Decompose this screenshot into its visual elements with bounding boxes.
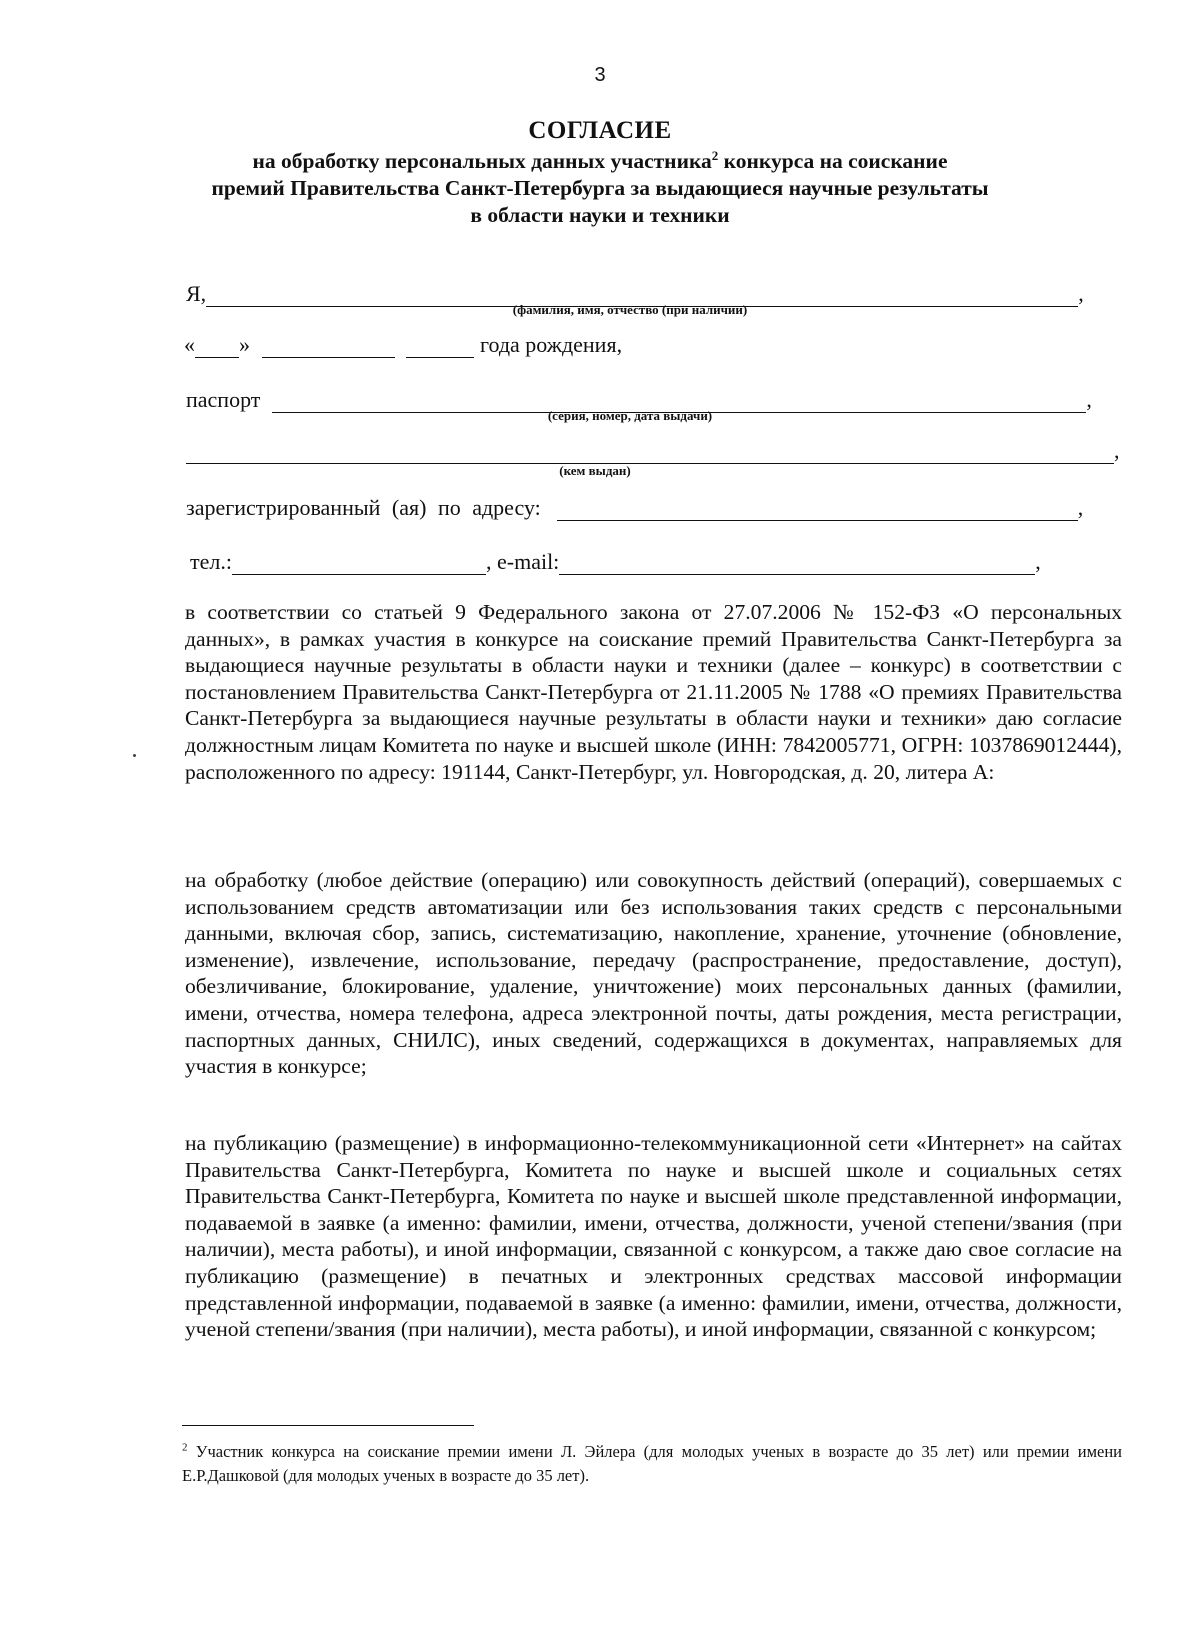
address-label: зарегистрированный (ая) по адресу: (186, 495, 541, 520)
paragraph-processing-consent: на обработку (любое действие (операцию) или совокупность действий (операций), совершаемых с использованием средств автоматизации или без использования таких средств с персональными данными, включая сбор, запись, систематизацию, накопление, хранение, уточнение (обновление, изменение), извлечение, использование, передачу (распространение, предоставление, доступ), обезличивание, блокирование, удаление, уничтожение) моих персональных данных (фамилии, имени, отчества, номера телефона, адреса электронной почты, даты рождения, места регистрации, паспортных данных, СНИЛС), иных сведений, содержащихся в документах, направляемых для участия в конкурсе; (185, 868, 1122, 1079)
comma: , (1078, 281, 1084, 306)
contacts-row (190, 549, 1041, 575)
comma: , (1086, 387, 1092, 412)
footnote-separator (182, 1425, 474, 1426)
document-title: СОГЛАСИЕ (528, 117, 672, 144)
document-heading (150, 114, 1050, 229)
birth-year-field-line[interactable] (406, 333, 474, 358)
footnote (182, 1440, 1122, 1488)
name-caption: (фамилия, имя, отчество (при наличии) (512, 302, 748, 317)
comma: , (1035, 549, 1041, 574)
issued-by-field-line[interactable] (186, 439, 1114, 464)
paragraph-publication-consent: на публикацию (размещение) в информационно-телекоммуникационной сети «Интернет» на сайтах Правительства Санкт-Петербурга, Комитета по науке и высшей школе и социальных сетях Правительства Санкт-Петербурга, Комитета по науке и высшей школе представленной информации, подаваемой в заявке (а именно: фамилии, имени, отчества, должности, ученой степени/звания (при наличии), места работы), и иной информации, связанной с конкурсом, а также даю свое согласие на публикацию (размещение) в печатных и электронных средствах массовой информации представленной информации, подаваемой в заявке (а именно: фамилии, имени, отчества, должности, ученой степени/звания (при наличии), места работы), и иной информации, связанной с конкурсом; (185, 1131, 1122, 1342)
scan-speck (133, 754, 136, 757)
passport-caption: (серия, номер, дата выдачи) (547, 408, 713, 423)
heading-line-1b: конкурса на соискание (718, 149, 948, 173)
footnote-reference: 2 (711, 147, 719, 163)
issued-by-caption: (кем выдан) (559, 463, 631, 478)
paragraph-legal-basis: в соответствии со статьей 9 Федерального закона от 27.07.2006 № 152-ФЗ «О персональных данных», в рамках участия в конкурсе на соискание премий Правительства Санкт-Петербурга за выдающиеся научные результаты в области науки и техники (далее – конкурс) в соответствии с постановлением Правительства Санкт-Петербурга от 21.11.2005 № 1788 «О премиях Правительства Санкт-Петербурга за выдающиеся научные результаты в области науки и техники» даю согласие должностным лицам Комитета по науке и высшей школе (ИНН: 7842005771, ОГРН: 1037869012444), расположенного по адресу: 191144, Санкт-Петербург, ул. Новгородская, д. 20, литера А: (185, 600, 1122, 784)
passport-label: паспорт (186, 387, 261, 412)
footnote-text: Участник конкурса на соискание премии имени Л. Эйлера (для молодых ученых в возрасте до 35 лет) или премии имени Е.Р.Дашковой (для молодых ученых в возрасте до 35 лет). (182, 1442, 1122, 1485)
footnote-marker: 2 (182, 1441, 188, 1454)
issued-by-row (186, 438, 1120, 464)
heading-line-1a: на обработку персональных данных участника (252, 149, 712, 173)
address-field-line[interactable] (557, 496, 1078, 521)
birth-day-field-line[interactable] (195, 333, 239, 358)
address-row (186, 495, 1083, 521)
comma: , (1114, 438, 1120, 463)
email-field-line[interactable] (559, 550, 1035, 575)
birth-month-field-line[interactable] (262, 333, 395, 358)
birth-label: года рождения, (480, 332, 623, 357)
page-number: 3 (594, 64, 606, 86)
phone-field-line[interactable] (232, 550, 486, 575)
heading-line-1 (150, 148, 1050, 175)
heading-line-2: премий Правительства Санкт-Петербурга за выдающиеся научные результаты (211, 176, 989, 200)
heading-line-3: в области науки и техники (470, 203, 730, 227)
quote-open: « (184, 332, 195, 357)
comma: , (1077, 495, 1084, 520)
quote-close: » (239, 332, 250, 357)
name-prefix: Я, (186, 281, 207, 306)
birth-date-row (184, 332, 622, 358)
email-label: , e-mail: (485, 549, 560, 574)
phone-label: тел.: (190, 549, 232, 574)
